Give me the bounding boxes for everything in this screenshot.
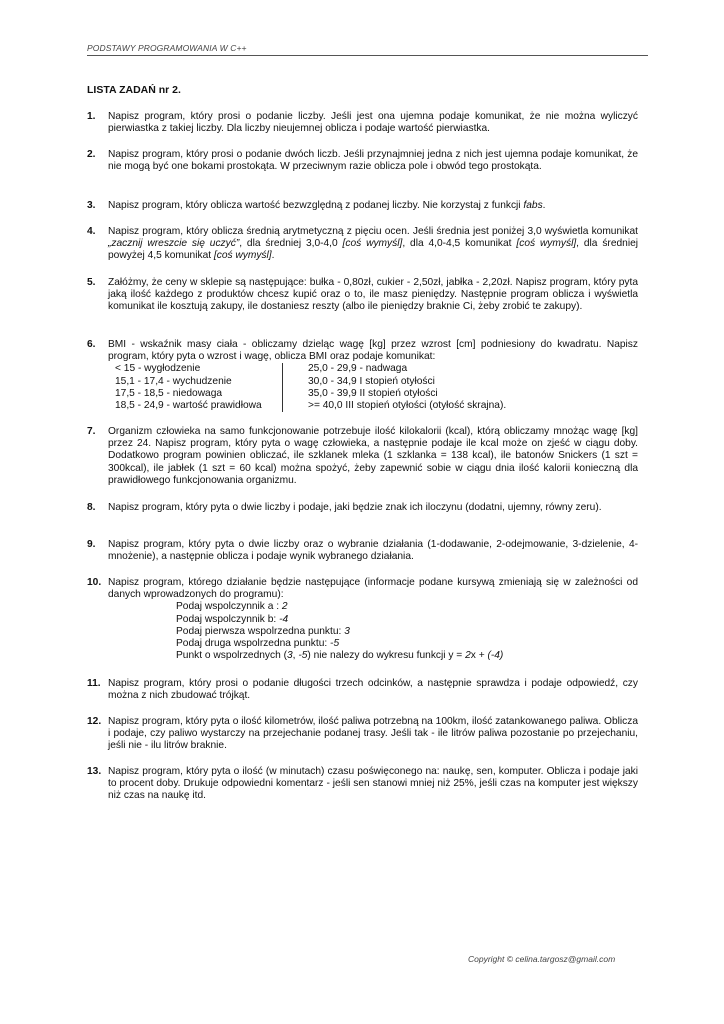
bmi-range: >= 40,0 III stopień otyłości (otyłość skrajna).: [308, 400, 507, 412]
task-text: Napisz program, który pyta o ilość kilometrów, ilość paliwa potrzebną na 100km, ilość zatankowanego paliwa. Oblicza i podaje, czy paliwo wystarczy na przejechanie podanej trasy. Jeśli tak - ile litrów paliwa pozostanie po przejechaniu, jeśli nie - ilu litrów braknie.: [108, 716, 638, 752]
task-text: Organizm człowieka na samo funkcjonowanie potrzebuje ilość kilokalorii (kcal), którą obliczamy mnożąc wagę [kg] przez 24. Napisz program, który pyta o wagę człowieka, a następnie podaje ile kcal może on zjeść w ciągu doby. Dodatkowo program powinien obliczać, ile szklanek mleka (1 szklanka = 138 kcal), ile batonów Snickers (1 szt = 300kcal), ile jabłek (1 szt = 60 kcal) można spożyć, żeby zapewnić sobie w ciągu dnia ilość kalorii konieczną dla prawidłowego funkcjonowania organizmu.: [108, 426, 638, 486]
dialog-line: Podaj wspolczynnik a : 2: [176, 601, 288, 613]
task-text: Napisz program, który oblicza średnią arytmetyczną z pięciu ocen. Jeśli średnia jest poniżej 3,0 wyświetla komunikat „zacznij wreszcie się uczyć”, dla średniej 3,0-4,0 [coś wymyśl], dla 4,0-4,5 komunikat [coś wymyśl], dla średniej powyżej 4,5 komunikat [coś wymyśl].: [108, 226, 639, 262]
task-text: Napisz program, który prosi o podanie długości trzech odcinków, a następnie sprawdza i podaje odpowiedź, czy można z nich zbudować trójkąt.: [108, 678, 638, 702]
task-5: [87, 277, 638, 314]
bmi-range: 25,0 - 29,9 - nadwaga: [308, 363, 408, 375]
dialog-line: Podaj pierwsza wspolrzedna punktu: 3: [176, 625, 350, 637]
task-8: [87, 502, 638, 514]
task-text: Napisz program, który prosi o podanie liczby. Jeśli jest ona ujemna podaje komunikat, że nie można wyliczyć pierwiastka z takiej liczby. Dla liczby nieujemnej oblicza i podaje wartość pierwiastka.: [108, 111, 638, 135]
dialog-line: Podaj wspolczynnik b: -4: [176, 613, 289, 625]
page-title: LISTA ZADAŃ nr 2.: [87, 84, 181, 96]
task-number: 10.: [87, 577, 102, 588]
task-number: 3.: [87, 200, 96, 211]
task-number: 8.: [87, 502, 96, 513]
bmi-range: 18,5 - 24,9 - wartość prawidłowa: [110, 400, 283, 412]
task-number: 4.: [87, 226, 96, 237]
task-text: Napisz program, który pyta o ilość (w minutach) czasu poświęconego na: naukę, sen, komputer. Oblicza i podaje jaki to procent doby. Drukuje odpowiedni komentarz - jeśli sen stanowi mniej niż 25%, jeśli czas na komputer jest większy niż czas na naukę itd.: [108, 766, 638, 802]
task-text: Napisz program, który pyta o dwie liczby oraz o wybranie działania (1-dodawanie, 2-odejmowanie, 3-dzielenie, 4-mnożenie), a następnie oblicza i podaje wynik wybranego działania.: [108, 539, 638, 563]
task-2: [87, 149, 638, 173]
task-9: [87, 539, 638, 563]
task-number: 5.: [87, 277, 96, 288]
task-text: BMI - wskaźnik masy ciała - obliczamy dzieląc wagę [kg] przez wzrost [cm] podniesiony do kwadratu. Napisz program, który pyta o wzrost i wagę, oblicza BMI oraz podaje komunikat:: [108, 339, 638, 363]
task-3: [87, 200, 638, 212]
task-number: 13.: [87, 766, 102, 777]
copyright-footer: Copyright © celina.targosz@gmail.com: [468, 954, 616, 964]
task-number: 12.: [87, 716, 102, 727]
task-text: Napisz program, który pyta o dwie liczby i podaje, jaki będzie znak ich iloczynu (dodatni, ujemny, równy zeru).: [108, 502, 602, 513]
program-dialog: [176, 601, 638, 662]
task-number: 1.: [87, 111, 96, 122]
task-13: [87, 766, 638, 803]
dialog-line: Podaj druga wspolrzedna punktu: -5: [176, 638, 340, 650]
bmi-range: 30,0 - 34,9 I stopień otyłości: [308, 375, 435, 387]
bmi-table: [110, 363, 506, 412]
bmi-range: < 15 - wygłodzenie: [110, 363, 283, 375]
task-text: Napisz program, który prosi o podanie dwóch liczb. Jeśli przynajmniej jedna z nich jest ujemna podaje komunikat, że nie mogą być one bokami prostokąta. W przeciwnym razie oblicza pole i obwód tego prostokąta.: [108, 149, 638, 173]
bmi-range: 15,1 - 17,4 - wychudzenie: [110, 376, 283, 388]
page-header: PODSTAWY PROGRAMOWANIA W C++: [87, 43, 648, 56]
bmi-range: 17,5 - 18,5 - niedowaga: [110, 388, 283, 400]
task-12: [87, 716, 638, 753]
task-text: Załóżmy, że ceny w sklepie są następujące: bułka - 0,80zł, cukier - 2,50zł, jabłka - 2,20zł. Napisz program, który pyta jaką ilość każdego z produktów chcesz kupić oraz o to, ile masz pieniędzy. Następnie program oblicza i wyświetla komunikat ile kosztują zakupy, ile dostaniesz reszty (albo ile pieniędzy braknie Ci, żeby zrobić te zakupy).: [108, 277, 638, 313]
task-number: 9.: [87, 539, 96, 550]
task-number: 2.: [87, 149, 96, 160]
dialog-line: Punkt o wspolrzednych (3, -5) nie nalezy do wykresu funkcji y = 2x + (-4): [176, 650, 504, 662]
task-10: [87, 577, 638, 662]
task-number: 6.: [87, 339, 96, 350]
task-number: 11.: [87, 678, 101, 689]
task-text: Napisz program, który oblicza wartość bezwzględną z podanej liczby. Nie korzystaj z funkcji fabs.: [108, 200, 546, 211]
task-11: [87, 678, 638, 702]
task-6: [87, 339, 638, 412]
bmi-range: 35,0 - 39,9 II stopień otyłości: [308, 387, 438, 399]
task-4: [87, 226, 638, 263]
task-text: Napisz program, którego działanie będzie następujące (informacje podane kursywą zmieniają się w zależności od danych wprowadzonych do programu):: [108, 577, 638, 601]
task-1: [87, 111, 638, 135]
task-7: [87, 426, 638, 487]
task-number: 7.: [87, 426, 96, 437]
